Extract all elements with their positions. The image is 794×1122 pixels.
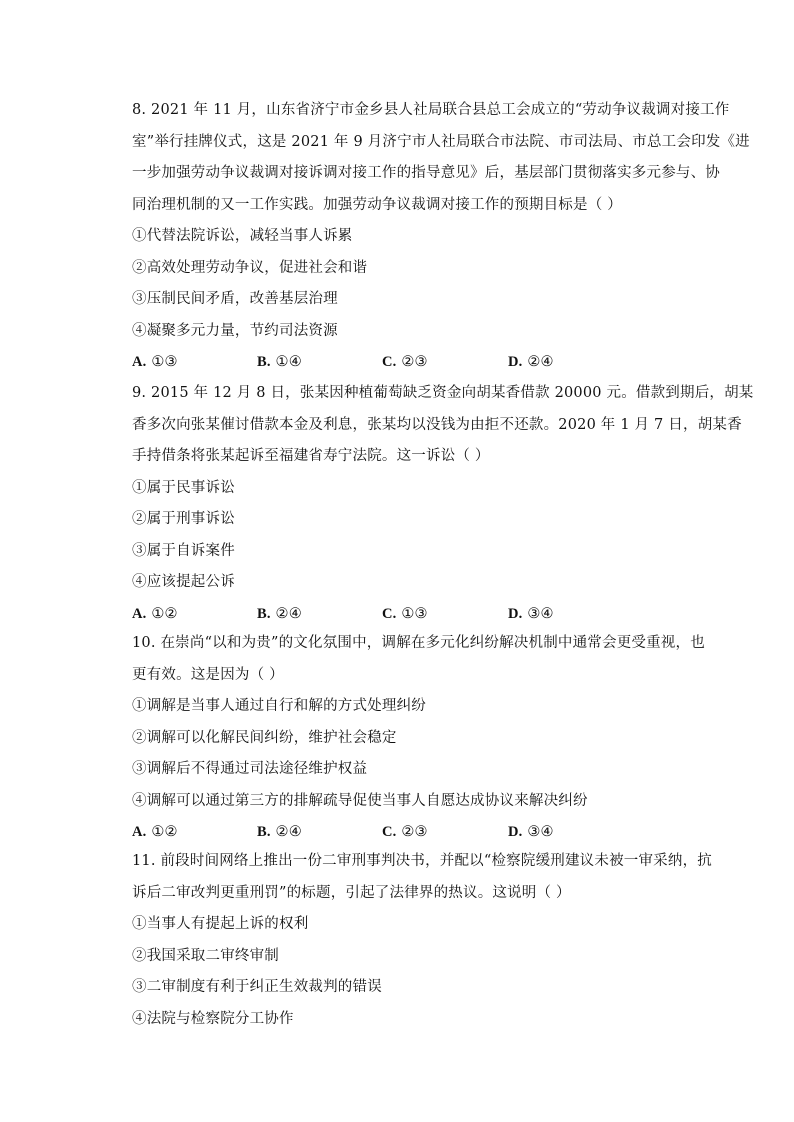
question-11 (132, 846, 712, 1035)
option-a[interactable]: A. ①② (132, 605, 178, 622)
statement: ④应该提起公诉 (132, 574, 235, 590)
statement: ③压制民间矛盾，改善基层治理 (132, 291, 338, 307)
statement: ④调解可以通过第三方的排解疏导促使当事人自愿达成协议来解决纠纷 (132, 792, 588, 809)
option-c[interactable]: C. ②③ (382, 824, 428, 840)
statement: ④凝聚多元力量，节约司法资源 (132, 322, 338, 339)
answer-options (132, 599, 694, 631)
option-b[interactable]: B. ①④ (257, 354, 302, 370)
statement: ①代替法院诉讼，减轻当事人诉累 (132, 228, 353, 244)
statement: ③二审制度有利于纠正生效裁判的错误 (132, 979, 382, 995)
option-c[interactable]: C. ①③ (382, 605, 428, 622)
question-stem-line: 11. 前段时间网络上推出一份二审刑事判决书，并配以“检察院缓刑建议未被一审采纳，抗 (132, 853, 712, 869)
option-d[interactable]: D. ②④ (508, 354, 554, 370)
question-stem-line: 更有效。这是因为（ ） (132, 666, 284, 683)
option-b[interactable]: B. ②④ (257, 605, 302, 622)
answer-options (132, 347, 694, 379)
option-a[interactable]: A. ①② (132, 824, 178, 840)
question-stem-line: 室”举行挂牌仪式，这是 2021 年 9 月济宁市人社局联合市法院、市司法局、市总工会印发《进 (132, 133, 750, 150)
question-stem-line: 手持借条将张某起诉至福建省寿宁法院。这一诉讼（ ） (132, 448, 490, 464)
question-stem-line: 同治理机制的又一工作实践。加强劳动争议裁调对接工作的预期目标是（ ） (132, 196, 622, 213)
question-stem-line: 诉后二审改判更重刑罚”的标题，引起了法律界的热议。这说明（ ） (132, 884, 571, 901)
option-c[interactable]: C. ②③ (382, 354, 428, 370)
statement: ③调解后不得通过司法途径维护权益 (132, 761, 368, 777)
statement: ①属于民事诉讼 (132, 479, 235, 496)
statement: ②我国采取二审终审制 (132, 947, 279, 964)
statement: ②属于刑事诉讼 (132, 511, 235, 527)
option-a[interactable]: A. ①③ (132, 354, 178, 370)
option-b[interactable]: B. ②④ (257, 824, 302, 840)
question-stem-line: 8. 2021 年 11 月，山东省济宁市金乡县人社局联合县总工会成立的“劳动争议裁调对接工作 (132, 102, 730, 118)
question-stem-line: 9. 2015 年 12 月 8 日，张某因种植葡萄缺乏资金向胡某香借款 20000 元。借款到期后，胡某 (132, 385, 754, 401)
option-d[interactable]: D. ③④ (508, 824, 554, 840)
question-10 (132, 628, 705, 849)
option-d[interactable]: D. ③④ (508, 605, 554, 622)
statement: ②高效处理劳动争议，促进社会和谐 (132, 259, 368, 276)
question-stem-line: 香多次向张某催讨借款本金及利息，张某均以没钱为由拒不还款。2020 年 1 月 7 日，胡某香 (132, 416, 742, 433)
statement: ①当事人有提起上诉的权利 (132, 916, 309, 932)
question-stem-line: 10. 在崇尚“以和为贵”的文化氛围中，调解在多元化纠纷解决机制中通常会更受重视，也 (132, 635, 705, 651)
question-8 (132, 95, 750, 379)
statement: ②调解可以化解民间纠纷，维护社会稳定 (132, 729, 397, 746)
question-stem-line: 一步加强劳动争议裁调对接诉调对接工作的指导意见》后，基层部门贯彻落实多元参与、协 (132, 165, 720, 181)
statement: ①调解是当事人通过自行和解的方式处理纠纷 (132, 698, 426, 714)
question-9 (132, 378, 754, 630)
answer-options (132, 817, 694, 849)
statement: ④法院与检察院分工协作 (132, 1010, 294, 1027)
statement: ③属于自诉案件 (132, 542, 235, 559)
